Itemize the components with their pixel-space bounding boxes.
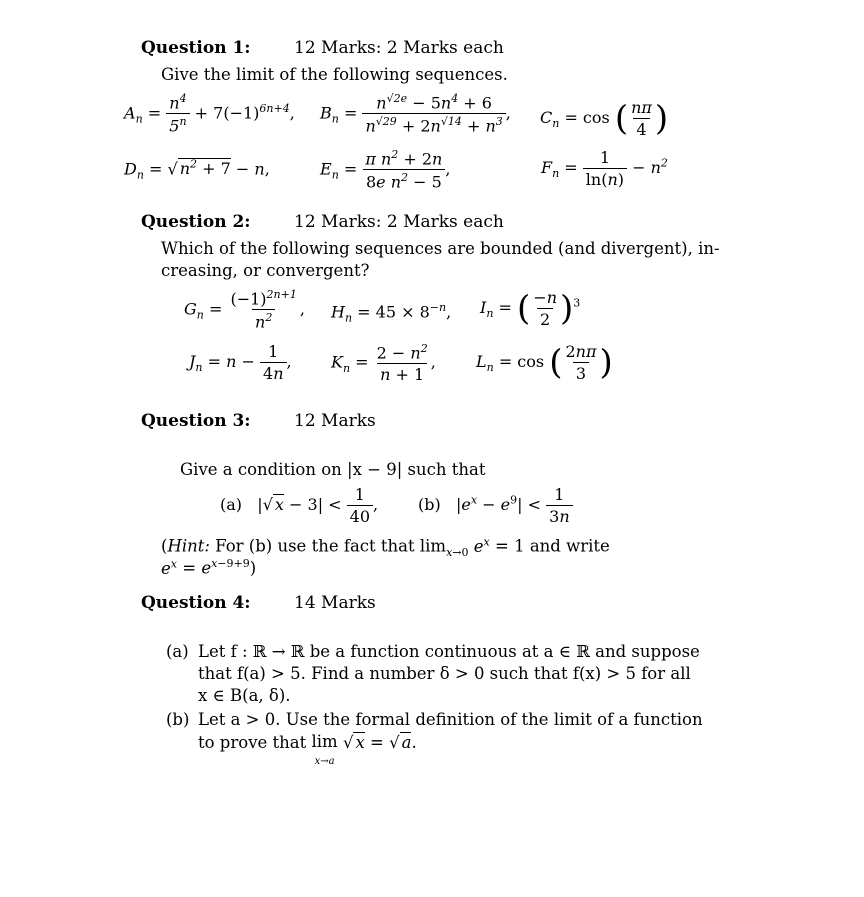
q4-b-line2: to prove that lim x→a √ x = √ a. bbox=[198, 732, 417, 767]
q2-heading: Question 2: bbox=[141, 212, 251, 232]
sequence-c: $C_n = \cos$ ( $\frac{n\pi}{4}$ ) bbox=[540, 98, 669, 139]
q4-a-line3: x ∈ B(a, δ). bbox=[198, 686, 291, 705]
q2-prompt-line2: creasing, or convergent? bbox=[161, 261, 370, 280]
sequence-k: $K_n$ = $\frac{2 - n^2}{n + 1}$ , bbox=[331, 342, 436, 385]
q3-hint-label: Hint: bbox=[167, 536, 210, 556]
q3-hint-tail: = 1 and write bbox=[495, 536, 610, 556]
sequence-i: $I_n$ = ( $\frac{-n}{2}$ )$^3$ bbox=[480, 288, 581, 329]
q1-heading: Question 1: bbox=[141, 38, 251, 58]
q3-heading: Question 3: bbox=[141, 411, 251, 431]
sequence-e: $E_n$ = $\frac{\pi n^2 + 2n}{8e n^2 - 5}$ , bbox=[320, 148, 451, 192]
q3-part-b-label: (b) bbox=[418, 495, 441, 514]
q4-a-label: (a) bbox=[166, 642, 189, 661]
sequence-b: $B_n$ = $\frac{n^{√2e} - 5n^4 + 6}{n^{√29} + 2n^{√14} + n^3}$ , bbox=[320, 92, 511, 136]
q1-prompt: Give the limit of the following sequences. bbox=[161, 65, 508, 84]
sequence-g: $G_n$ = $\frac{(-1)^{2n+1}}{n^2}$ , bbox=[184, 288, 305, 332]
q4-b-label: (b) bbox=[166, 710, 190, 729]
q1-marks: 12 Marks: 2 Marks each bbox=[294, 38, 504, 58]
sequence-l: $L_n = \cos$ ( $\frac{2n\pi}{3}$ ) bbox=[476, 342, 613, 383]
q4-heading: Question 4: bbox=[141, 593, 251, 613]
q4-b-line1: Let a > 0. Use the formal definition of the limit of a function bbox=[198, 710, 703, 729]
q4-a-line1: Let f : ℝ → ℝ be a function continuous at a ∈ ℝ and suppose bbox=[198, 642, 700, 661]
q3-part-b: (b) $|e^x - e^9|$ < $\frac{1}{3n}$ bbox=[418, 485, 573, 526]
q3-marks: 12 Marks bbox=[294, 411, 376, 431]
q3-hint-line1: (Hint: For (b) use the fact that $\lim_{x\to 0} e^x = 1$ and write bbox=[161, 535, 610, 559]
q4-marks: 14 Marks bbox=[294, 593, 376, 613]
sequence-j: $J_n = n$ − $\frac{1}{4n}$ , bbox=[189, 342, 292, 383]
q3-hint-text: For (b) use the fact that lim bbox=[215, 536, 447, 556]
q4-b-text: to prove that bbox=[198, 733, 307, 752]
sequence-f: $F_n$ = $\frac{1}{\ln(n)}$ − $n^2$ bbox=[541, 148, 668, 189]
q4-a-line2: that f(a) > 5. Find a number δ > 0 such that f(x) > 5 for all bbox=[198, 664, 691, 683]
q3-hint-line2: $e^x = e^{x-9+9}$) bbox=[161, 557, 257, 578]
sequence-d: $D_n$ = √ $n^2 + 7 - n$, bbox=[124, 158, 270, 182]
q2-marks: 12 Marks: 2 Marks each bbox=[294, 212, 504, 232]
sequence-h: $H_n = 45 \times 8^{-n}$, bbox=[331, 301, 452, 325]
q3-prompt: Give a condition on |x − 9| such that bbox=[180, 460, 486, 479]
q3-part-a-label: (a) bbox=[220, 495, 243, 514]
sequence-a: $A_n$ = $\frac{n^4}{5^n}$ + $7(-1)^{6n+4}$, bbox=[124, 92, 295, 136]
q3-part-a: (a) |√ x − 3| < $\frac{1}{40}$ , bbox=[220, 485, 379, 526]
q2-prompt-line1: Which of the following sequences are bounded (and divergent), in- bbox=[161, 239, 720, 258]
